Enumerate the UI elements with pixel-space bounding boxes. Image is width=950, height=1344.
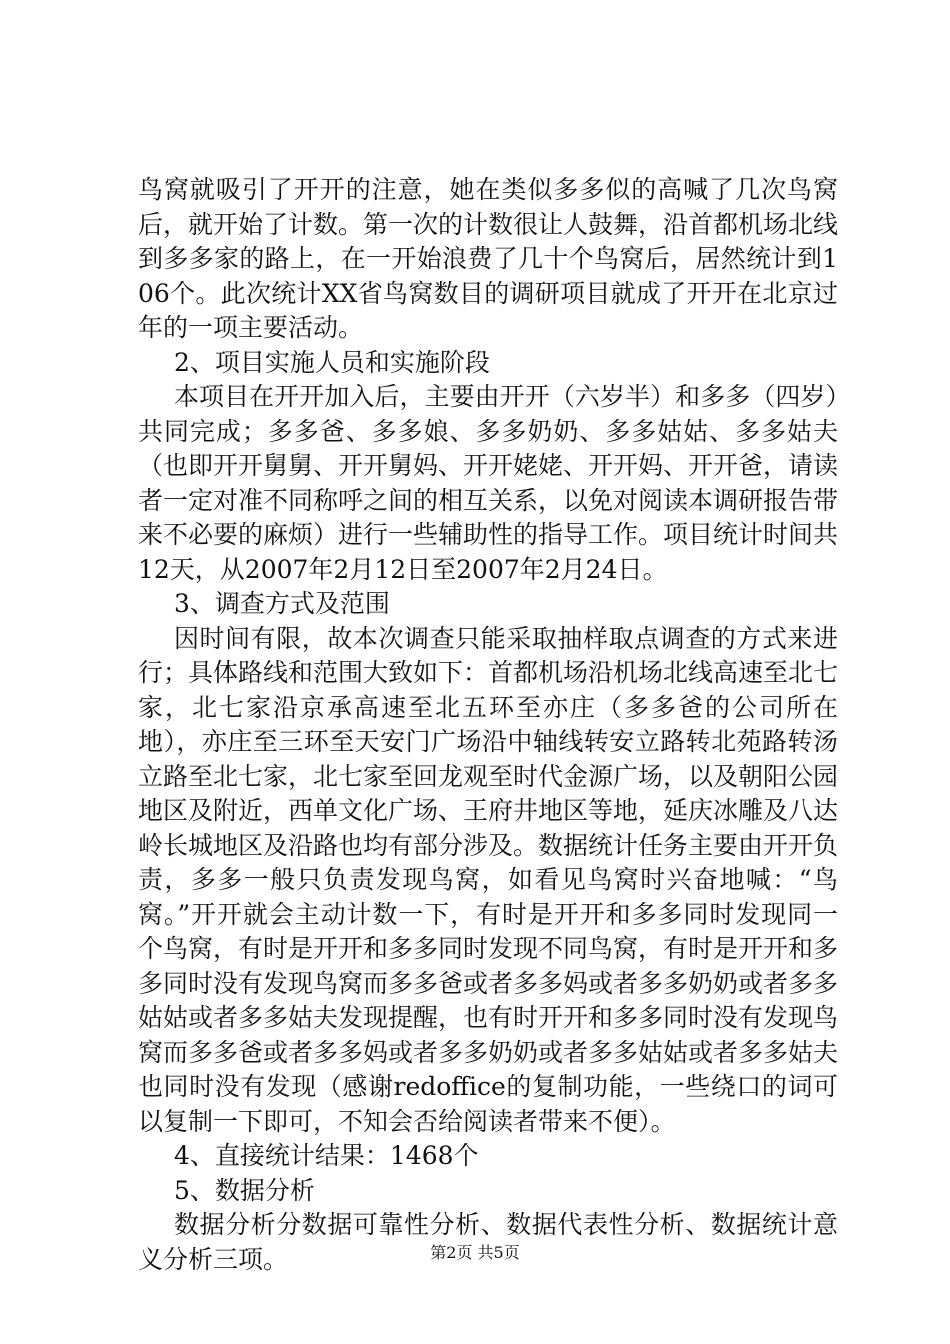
document-body	[138, 173, 838, 1277]
section-heading-4: 4、直接统计结果：1468个	[174, 1141, 479, 1170]
page-footer: 第2页 共5页	[430, 1243, 520, 1262]
paragraph-data-analysis: 数据分析分数据可靠性分析、数据代表性分析、数据统计意义分析三项。	[138, 1210, 838, 1274]
section-heading-2: 2、项目实施人员和实施阶段	[174, 347, 490, 377]
section-heading-3: 3、调查方式及范围	[174, 589, 390, 618]
paragraph-continuation: 鸟窝就吸引了开开的注意，她在类似多多似的高喊了几次鸟窝后，就开始了计数。第一次的计数很让人鼓舞，沿首都机场北线到多多家的路上，在一开始浪费了几十个鸟窝后，居然统计到106个。此次统计XX省鸟窝数目的调研项目就成了开开在北京过年的一项主要活动。	[138, 175, 839, 342]
section-heading-5: 5、数据分析	[174, 1175, 315, 1205]
paragraph-personnel: 本项目在开开加入后，主要由开开（六岁半）和多多（四岁）共同完成；多多爸、多多娘、多多奶奶、多多姑姑、多多姑夫（也即开开舅舅、开开舅妈、开开姥姥、开开妈、开开爸，请读者一定对准不同称呼之间的相互关系，以免对阅读本调研报告带来不必要的麻烦）进行一些辅助性的指导工作。项目统计时间共12天，从2007年2月12日至2007年2月24日。	[138, 382, 839, 584]
paragraph-survey-scope: 因时间有限，故本次调查只能采取抽样取点调查的方式来进行；具体路线和范围大致如下：首都机场沿机场北线高速至北七家，北七家沿京承高速至北五环至亦庄（多多爸的公司所在地），亦庄至三环至天安门广场沿中轴线转安立路转北苑路转汤立路至北七家，北七家至回龙观至时代金源广场，以及朝阳公园地区及附近，西单文化广场、王府井地区等地，延庆冰雕及八达岭长城地区及沿路也均有部分涉及。数据统计任务主要由开开负责，多多一般只负责发现鸟窝，如看见鸟窝时兴奋地喊：“鸟窝。”开开就会主动计数一下，有时是开开和多多同时发现同一个鸟窝，有时是开开和多多同时发现不同鸟窝，有时是开开和多多同时没有发现鸟窝而多多爸或者多多妈或者多多奶奶或者多多姑姑或者多多姑夫发现提醒，也有时开开和多多同时没有发现鸟窝而多多爸或者多多妈或者多多奶奶或者多多姑姑或者多多姑夫也同时没有发现（感谢redoffice的复制功能，一些绕口的词可以复制一下即可，不知会否给阅读者带来不便）。	[138, 623, 839, 1136]
